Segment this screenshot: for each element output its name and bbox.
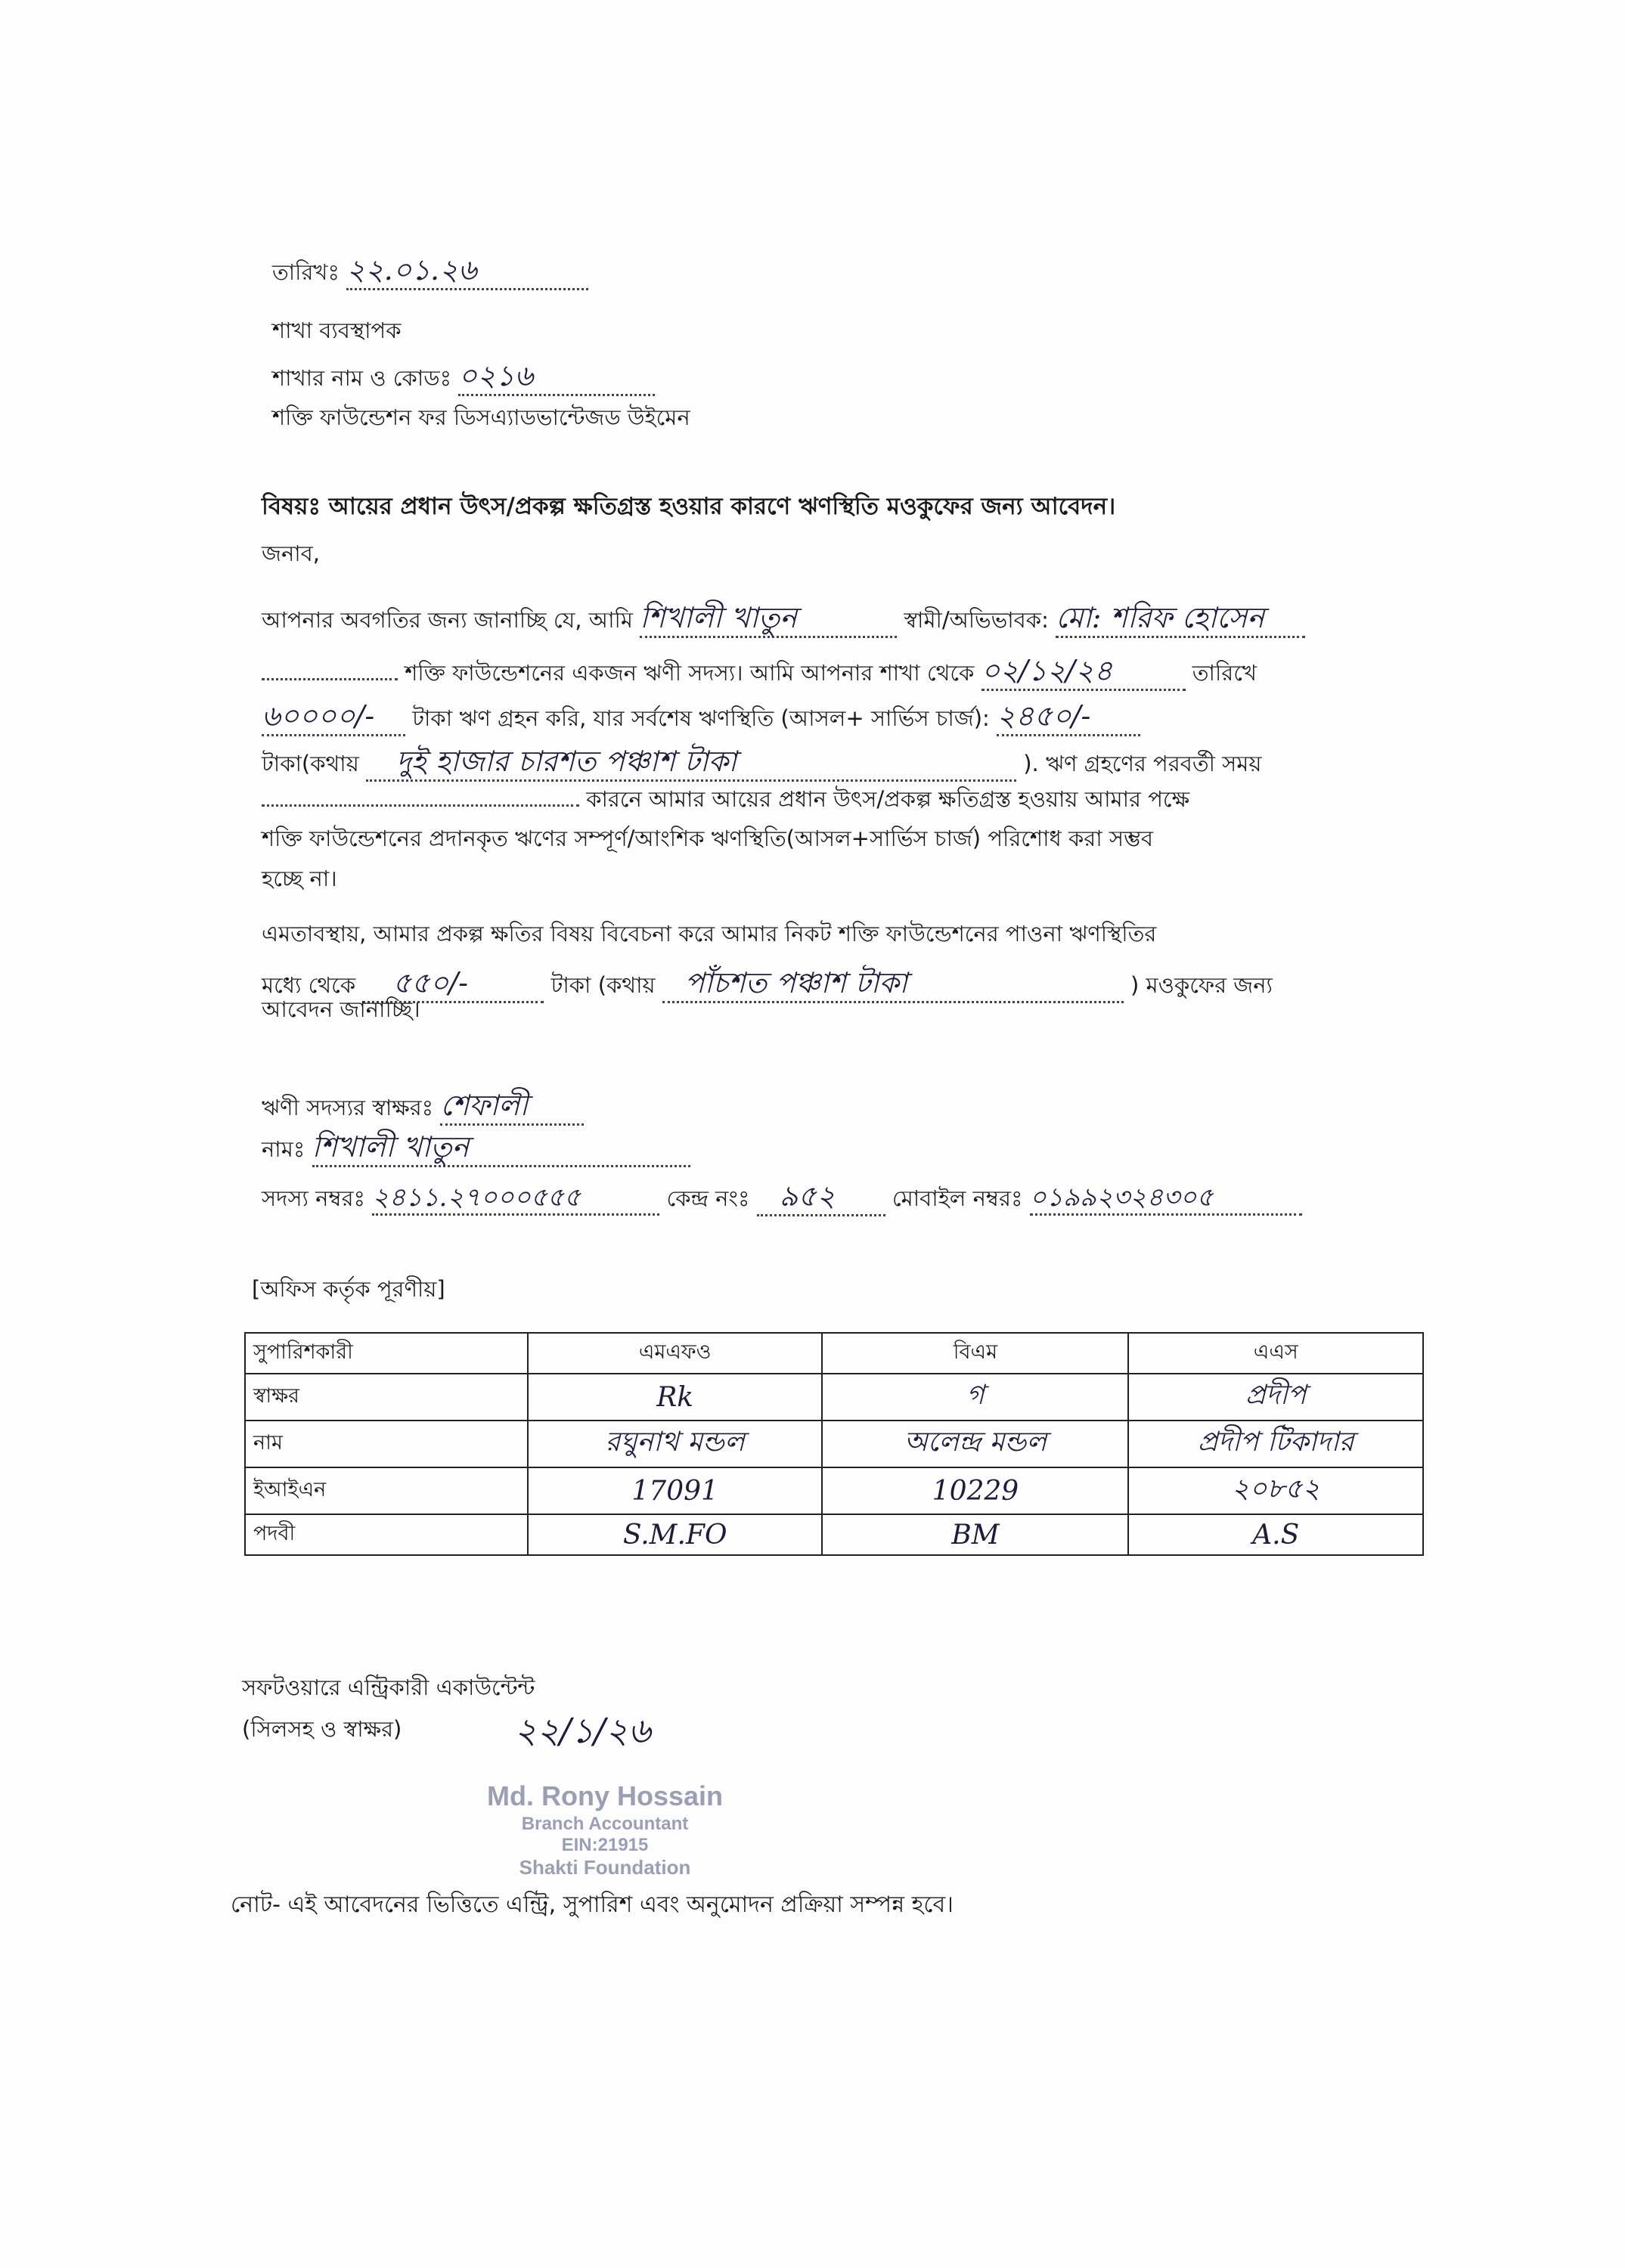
subject-line: বিষয়ঃ আয়ের প্রধান উৎস/প্রকল্প ক্ষতিগ্রস্ত হওয়ার কারণে ঋণস্থিতি মওকুফের জন্য আবেদন। [262,493,1116,520]
member-name-field [312,1130,690,1167]
para1-line7: হচ্ছে না। [262,866,337,891]
waiver-words-field [662,966,1124,1003]
row-label: স্বাক্ষর [245,1374,528,1421]
outstanding-words-field [366,745,1016,782]
branch-label: শাখার নাম ও কোডঃ [272,365,452,391]
waiver-amount: ৫৫০/- [392,966,469,999]
organization-name: শক্তি ফাউন্ডেশন ফর ডিসএ্যাডভান্টেজড উইমেন [272,404,690,430]
header-cell: এএস [1128,1333,1423,1374]
outstanding-field [997,699,1140,736]
para1-text1: আপনার অবগতির জন্য জানাচ্ছি যে, আমি [262,607,633,633]
ein-cell: 17091 [528,1467,823,1514]
loan-date-field [982,654,1186,691]
designation-cell: BM [822,1514,1128,1555]
applicant-name-field [640,601,897,638]
branch-value: ০২১৬ [458,359,534,392]
header-cell: এমএফও [528,1333,823,1374]
para1-text2: স্বামী/অভিভাবক: [904,607,1049,633]
header-cell: বিএম [822,1333,1128,1374]
para1-line6: শক্তি ফাউন্ডেশনের প্রদানকৃত ঋণের সম্পূর্ণ/আংশিক ঋণস্থিতি(আসল+সার্ভিস চার্জ) পরিশোধ করা সম্ভব [262,826,1154,851]
center-label: কেন্দ্র নংঃ [666,1185,750,1211]
row-label: নাম [245,1421,528,1467]
stamp-id: EIN:21915 [561,1835,649,1855]
row-label: ইআইএন [245,1467,528,1514]
accountant-title: সফটওয়ারে এন্ট্রিকারী একাউন্টেন্ট [242,1675,535,1700]
para1-line3 [262,699,1140,736]
blank-field [262,678,398,680]
signature-cell: গ [822,1374,1128,1421]
outstanding-amount: ২৪৫০/- [997,699,1091,733]
date-value: ২২.০১.২৬ [346,253,477,287]
mobile-no: ০১৯৯২৩২৪৩০৫ [1029,1182,1214,1213]
accountant-subtitle: (সিলসহ ও স্বাক্ষর) [242,1716,402,1742]
table-row [245,1374,1423,1421]
name-cell: রঘুনাথ মন্ডল [528,1421,823,1467]
footer-note: নোট- এই আবেদনের ভিত্তিতে এন্ট্রি, সুপারিশ এবং অনুমোদন প্রক্রিয়া সম্পন্ন হবে। [231,1892,954,1918]
branch-field [458,359,655,396]
table-header-row [245,1333,1423,1374]
designation-cell: S.M.FO [528,1514,823,1555]
outstanding-words: দুই হাজার চারশত পঞ্চাশ টাকা [396,745,737,778]
guardian-name: মো: শরিফ হোসেন [1056,601,1265,634]
center-no: ৯৫২ [779,1179,836,1213]
para2-line3: আবেদন জানাচ্ছি। [262,996,420,1022]
member-no: ২৪১১.২৭০০০৫৫৫ [372,1182,581,1213]
para2-line1: এমতাবস্থায়, আমার প্রকল্প ক্ষতির বিষয় বিবেচনা করে আমার নিকট শক্তি ফাউন্ডেশনের পাওনা ঋণস্থিতির [262,921,1157,947]
guardian-field [1056,601,1305,638]
branch-line [272,359,655,396]
date-line [272,253,588,290]
loan-date: ০২/১২/২৪ [981,654,1113,687]
member-name: শিখালী খাতুন [312,1130,470,1163]
member-signature-field [440,1089,584,1126]
table-row [245,1421,1423,1467]
stamp-org: Shakti Foundation [519,1856,691,1879]
row-label: পদবী [245,1514,528,1555]
recipient: শাখা ব্যবস্থাপক [272,318,402,343]
signature-cell: Rk [528,1374,823,1421]
para1-text4: তারিখে [1192,660,1257,686]
designation-cell: A.S [1128,1514,1423,1555]
office-table [244,1332,1424,1556]
member-name-line [262,1130,690,1167]
reason-field [262,804,579,807]
member-sig-label: ঋণী সদস্যর স্বাক্ষরঃ [262,1095,434,1120]
member-id-line [262,1179,1302,1216]
date-field [346,253,588,290]
waiver-words: পাঁচশত পঞ্চাশ টাকা [684,966,908,999]
ein-cell: ২০৮৫২ [1128,1467,1423,1514]
para1-text8: কারনে আমার আয়ের প্রধান উৎস/প্রকল্প ক্ষতিগ্রস্ত হওয়ায় আমার পক্ষে [586,786,1190,812]
accountant-signature: ২২/১/২৬ [514,1710,651,1751]
office-caption: [অফিস কর্তৃক পূরণীয়] [252,1276,445,1302]
ein-cell: 10229 [822,1467,1128,1514]
table-row [245,1514,1423,1555]
accountant-stamp [454,1780,756,1879]
loan-amount: ৬০০০০/- [262,699,375,733]
para1-line5 [262,786,1189,813]
para2-text3: টাকা (কথায় [550,972,656,998]
loan-amount-field [262,699,405,736]
member-no-field [372,1182,659,1216]
para1-line1 [262,601,1305,638]
para1-text6: টাকা(কথায় [262,751,359,776]
para1-line4 [262,745,1261,782]
para2-text4: ) মওকুফের জন্য [1130,972,1273,998]
date-label: তারিখঃ [272,259,340,285]
para2-text2: মধ্যে থেকে [262,972,356,998]
mobile-field [1030,1182,1302,1216]
para1-text3: শক্তি ফাউন্ডেশনের একজন ঋণী সদস্য। আমি আপনার শাখা থেকে [405,660,975,686]
member-signature: শেফালী [440,1089,529,1122]
stamp-title: Branch Accountant [521,1814,689,1834]
signature-cell: প্রদীপ [1128,1374,1423,1421]
applicant-name: শিখালী খাতুন [640,601,797,634]
para1-text7: ). ঋণ গ্রহণের পরবর্তী সময় [1023,751,1262,776]
table-row [245,1467,1423,1514]
para1-text5: টাকা ঋণ গ্রহন করি, যার সর্বশেষ ঋণস্থিতি (আসল+ সার্ভিস চার্জ): [412,705,990,731]
header-cell: সুপারিশকারী [245,1333,528,1374]
stamp-name: Md. Rony Hossain [486,1780,724,1811]
name-cell: প্রদীপ টিকাদার [1128,1421,1423,1467]
member-signature-line [262,1089,584,1126]
member-no-label: সদস্য নম্বরঃ [262,1185,365,1211]
para1-line2 [262,654,1257,691]
member-name-label: নামঃ [262,1136,305,1162]
name-cell: অলেন্দ্র মন্ডল [822,1421,1128,1467]
salutation: জনাব, [262,541,321,566]
center-field [757,1179,885,1216]
mobile-label: মোবাইল নম্বরঃ [892,1185,1023,1211]
